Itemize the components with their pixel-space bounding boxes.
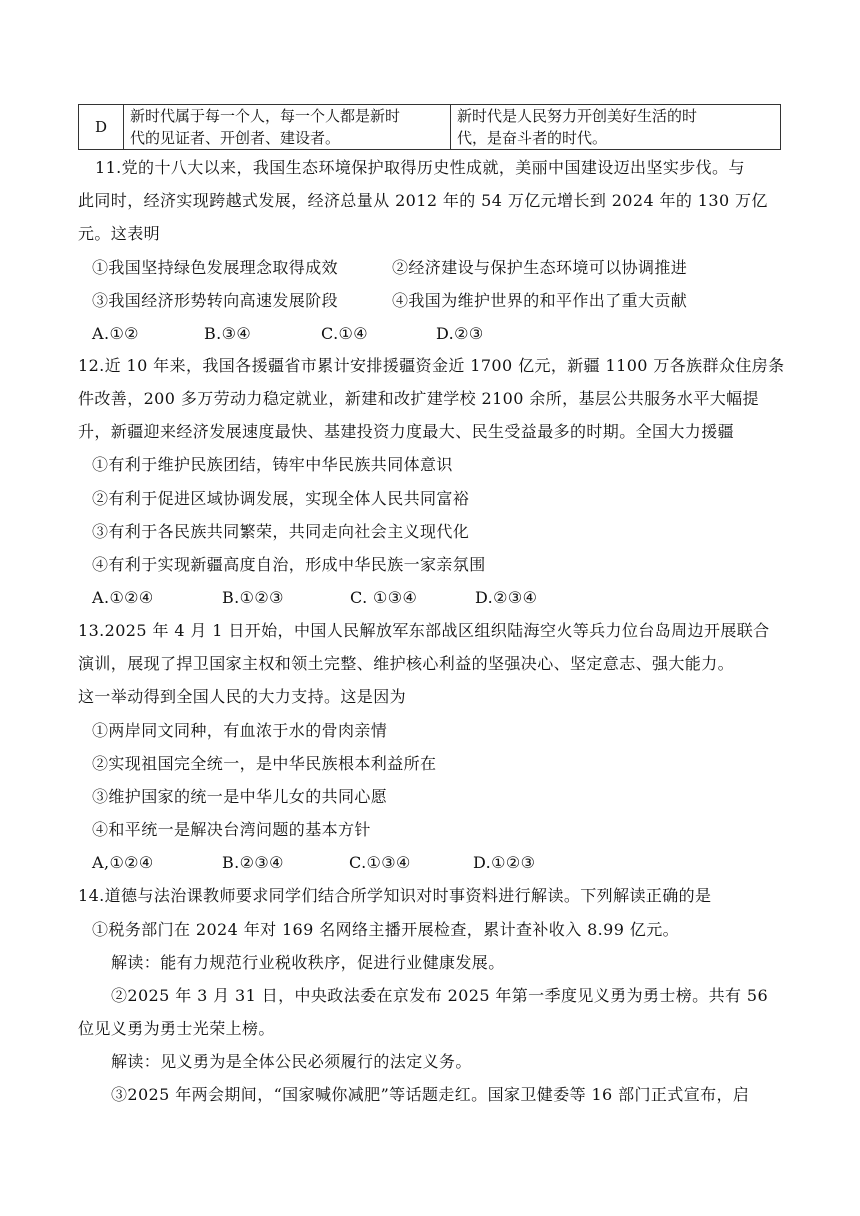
q13-choices [92, 852, 535, 874]
q13-item: ④和平统一是解决台湾问题的基本方针 [92, 820, 371, 839]
q12-stem-line: 12.近 10 年来，我国各援疆省市累计安排援疆资金近 1700 亿元，新疆 1100 万各族群众住房条 [78, 356, 785, 375]
q14-stem-line: 14.道德与法治课教师要求同学们结合所学知识对时事资料进行解读。下列解读正确的是 [78, 886, 712, 905]
cell-line: 代，是奋斗者的时代。 [457, 129, 608, 147]
choice-c[interactable]: C.①③④ [349, 853, 411, 872]
choice-b[interactable]: B.①②③ [222, 588, 284, 607]
option-letter: D [79, 105, 124, 150]
table-row [79, 105, 781, 150]
q11-item: ③我国经济形势转向高速发展阶段 [92, 291, 339, 310]
option-cell-left [124, 105, 451, 150]
choice-b[interactable]: B.②③④ [222, 853, 284, 872]
choice-a[interactable]: A.①②④ [92, 588, 154, 607]
choice-d[interactable]: D.②③④ [475, 588, 538, 607]
option-table [78, 104, 781, 150]
q12-item: ④有利于实现新疆高度自治，形成中华民族一家亲氛围 [92, 555, 486, 574]
q11-item: ②经济建设与保护生态环境可以协调推进 [392, 258, 688, 277]
choice-d[interactable]: D.①②③ [473, 853, 536, 872]
q12-stem-line: 件改善，200 多万劳动力稳定就业，新建和改扩建学校 2100 余所，基层公共服务水平大幅提 [78, 389, 759, 408]
q12-choices [92, 587, 537, 609]
q14-material: ①税务部门在 2024 年对 169 名网络主播开展检查，累计查补收入 8.99 亿元。 [92, 920, 679, 939]
q14-material: 位见义勇为勇士光荣上榜。 [78, 1019, 275, 1038]
q14-material: ②2025 年 3 月 31 日，中央政法委在京发布 2025 年第一季度见义勇为勇士榜。共有 56 [111, 986, 769, 1005]
q12-stem-line: 升，新疆迎来经济发展速度最快、基建投资力度最大、民生受益最多的时期。全国大力援疆 [78, 422, 735, 441]
choice-c[interactable]: C. ①③④ [350, 588, 418, 607]
q11-choices [92, 323, 484, 345]
option-cell-right [451, 105, 781, 150]
q13-item: ①两岸同文同种，有血浓于水的骨肉亲情 [92, 721, 388, 740]
q12-item: ②有利于促进区域协调发展，实现全体人民共同富裕 [92, 489, 470, 508]
choice-a[interactable]: A.①② [92, 324, 139, 343]
cell-line: 代的见证者、开创者、建设者。 [130, 129, 341, 147]
q14-interpretation: 解读：见义勇为是全体公民必须履行的法定义务。 [111, 1052, 472, 1071]
choice-c[interactable]: C.①④ [321, 324, 369, 343]
q12-item: ③有利于各民族共同繁荣，共同走向社会主义现代化 [92, 522, 470, 541]
q11-stem-line: 此同时，经济实现跨越式发展，经济总量从 2012 年的 54 万亿元增长到 2024 年的 130 万亿 [78, 191, 768, 210]
q13-stem-line: 这一举动得到全国人民的大力支持。这是因为 [78, 687, 407, 706]
q11-item: ④我国为维护世界的和平作出了重大贡献 [392, 291, 688, 310]
q13-stem-line: 演训，展现了捍卫国家主权和领土完整、维护核心利益的坚强决心、坚定意志、强大能力。 [78, 654, 735, 673]
q13-item: ②实现祖国完全统一，是中华民族根本利益所在 [92, 754, 437, 773]
q14-interpretation: 解读：能有力规范行业税收秩序，促进行业健康发展。 [111, 953, 505, 972]
choice-d[interactable]: D.②③ [436, 324, 484, 343]
q11-stem-line: 元。这表明 [78, 224, 161, 243]
choice-b[interactable]: B.③④ [204, 324, 252, 343]
q11-item: ①我国坚持绿色发展理念取得成效 [92, 258, 339, 277]
q12-item: ①有利于维护民族团结，铸牢中华民族共同体意识 [92, 455, 453, 474]
q13-item: ③维护国家的统一是中华儿女的共同心愿 [92, 787, 388, 806]
cell-line: 新时代属于每一个人，每一个人都是新时 [130, 107, 401, 125]
q11-stem-line: 11.党的十八大以来，我国生态环境保护取得历史性成就，美丽中国建设迈出坚实步伐。与 [95, 158, 745, 177]
q14-material: ③2025 年两会期间，“国家喊你减肥”等话题走红。国家卫健委等 16 部门正式宣布，启 [111, 1085, 750, 1104]
q13-stem-line: 13.2025 年 4 月 1 日开始，中国人民解放军东部战区组织陆海空火等兵力位台岛周边开展联合 [78, 621, 770, 640]
choice-a[interactable]: A,①②④ [92, 853, 154, 872]
cell-line: 新时代是人民努力开创美好生活的时 [457, 107, 698, 125]
